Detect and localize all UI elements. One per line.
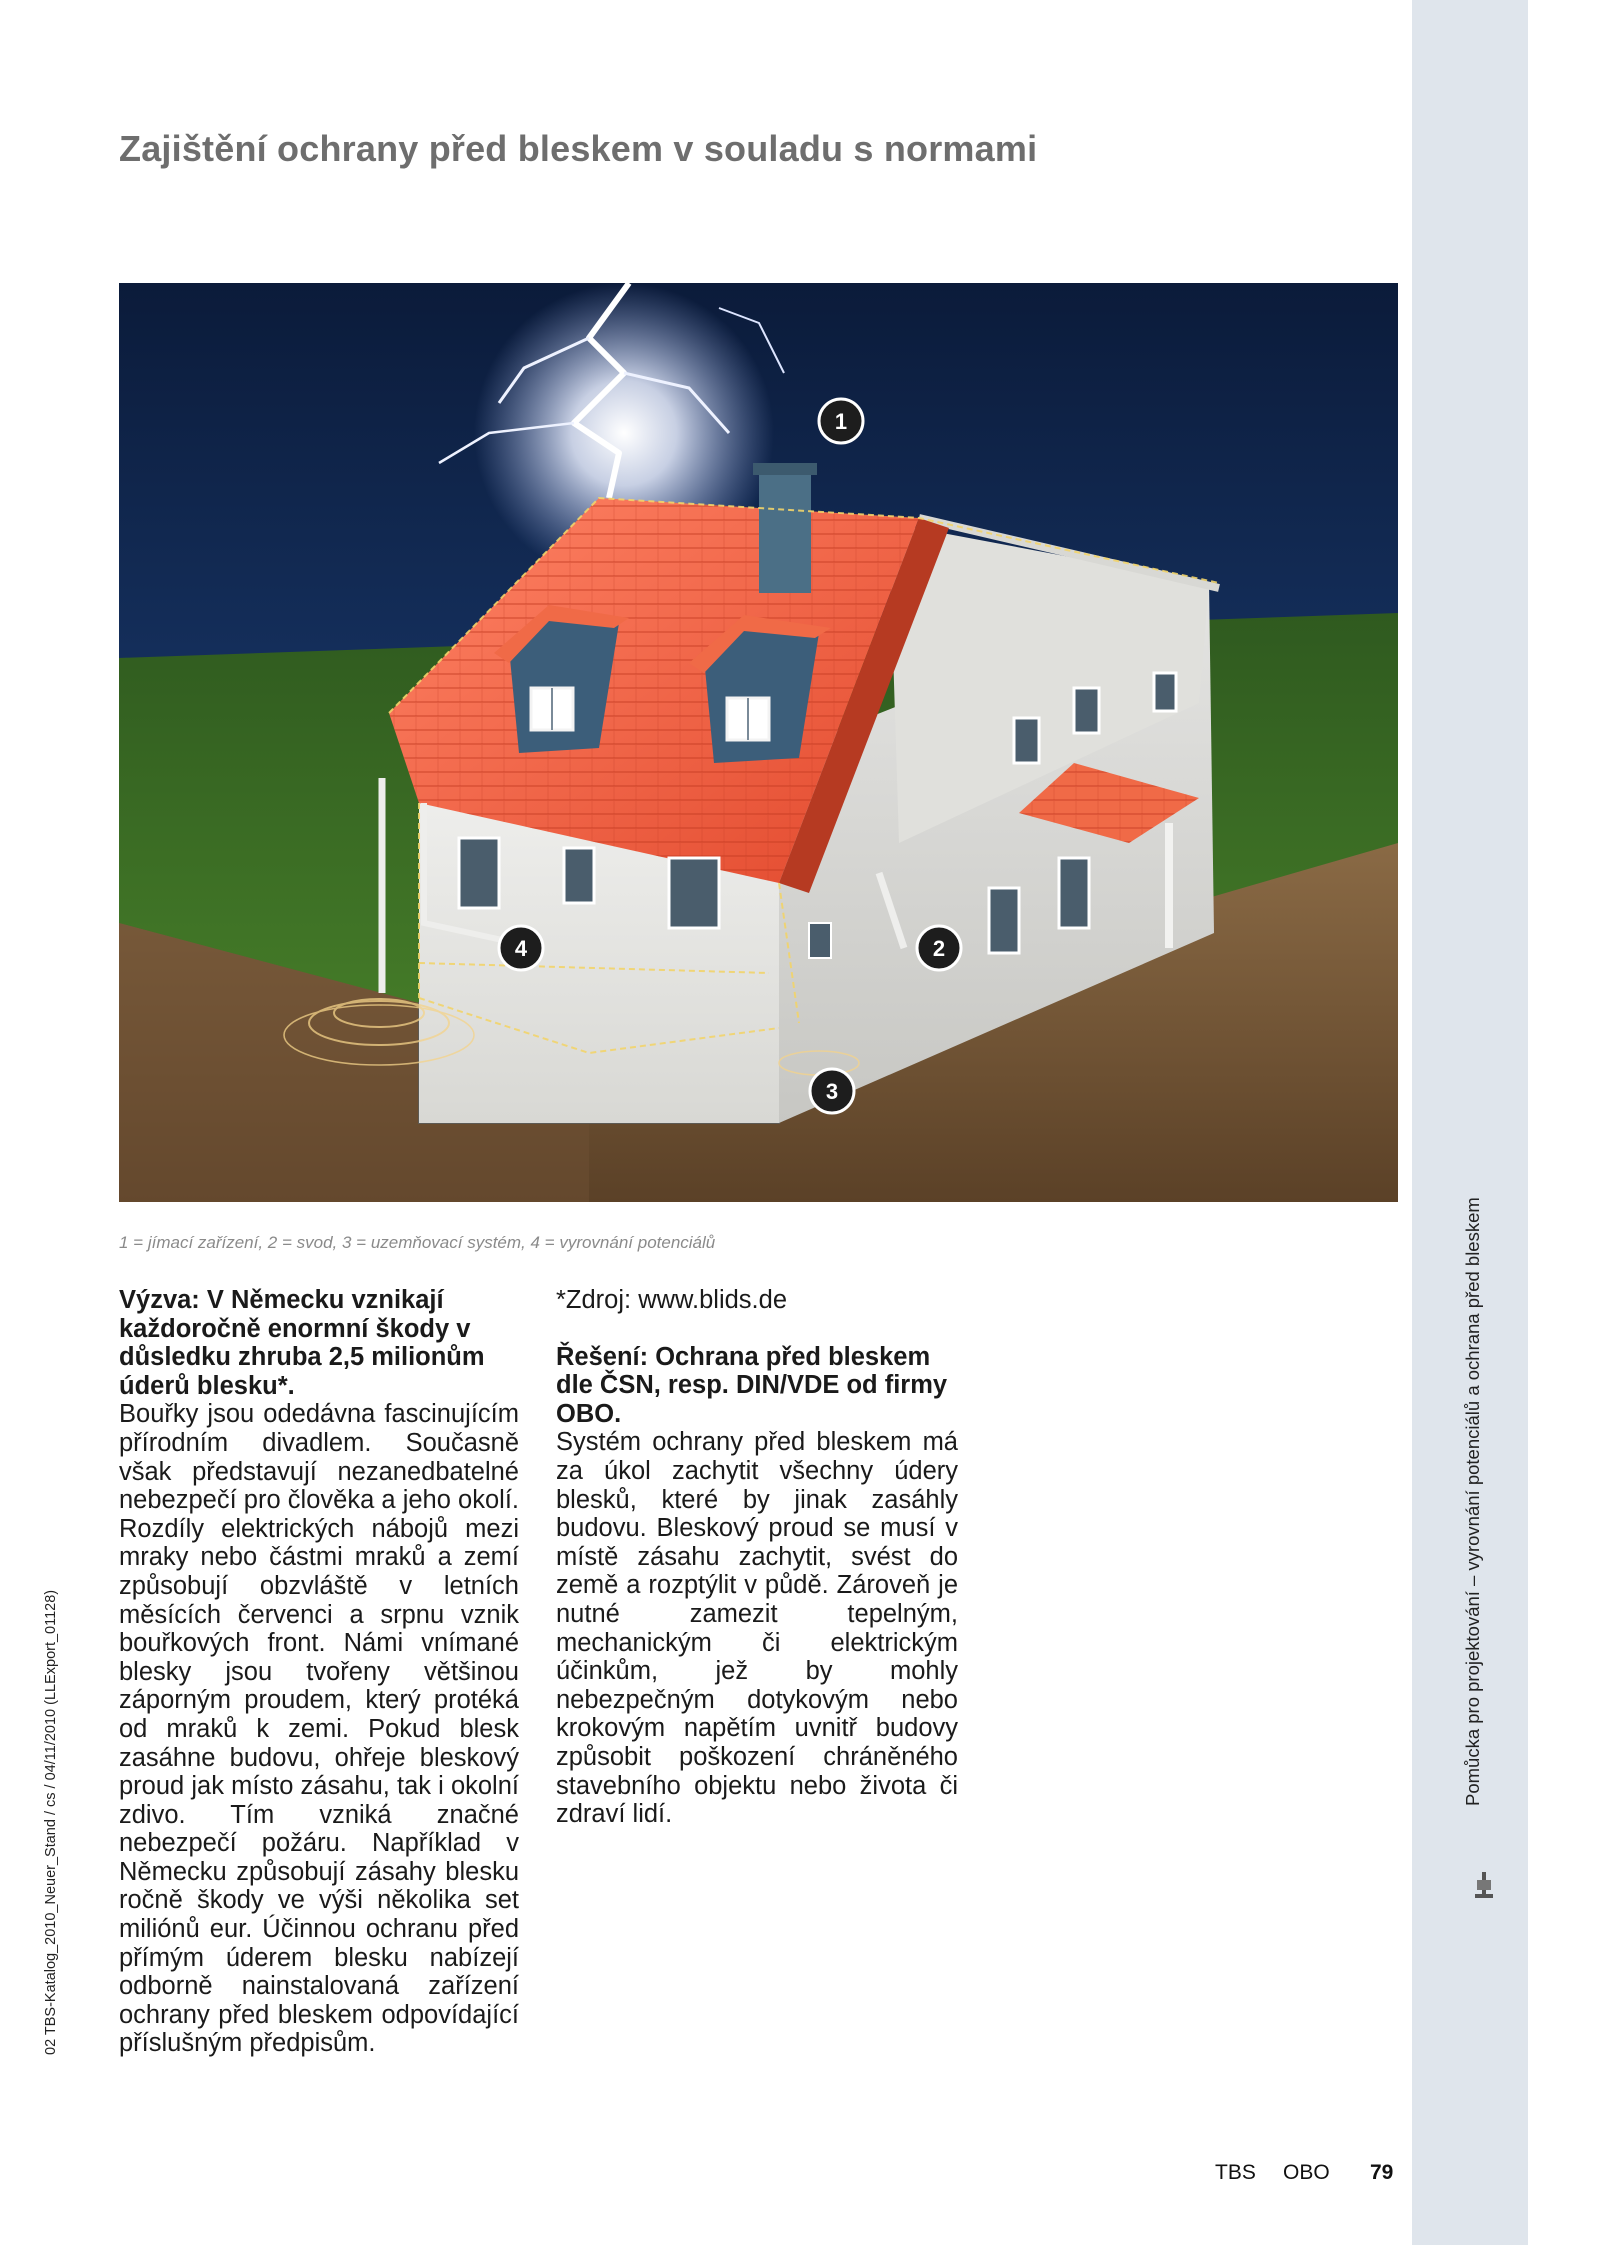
solution-heading: Řešení: Ochrana před bleskem dle ČSN, resp. DIN/VDE od firmy OBO. bbox=[556, 1342, 948, 1428]
house-lightning-illustration bbox=[119, 283, 1398, 1202]
marker-3-label: 3 bbox=[825, 1079, 839, 1104]
challenge-body: Bouřky jsou odedávna fascinujícím přírodním divadlem. Současně však představují nezanedbatelné nebezpečí pro člověka a jeho okolí. Rozdíly elektrických nábojů mezi mraky nebo částmi mraků a zemí způsobují obzvláště v letních měsících červenci a srpnu vznik bouřkových front. Námi vnímané blesky jsou tvořeny většinou záporným proudem, který protéká od mraků k zemi. Pokud blesk zasáhne budovu, ohřeje bleskový proud jak místo zásahu, tak i okolní zdivo. Tím vzniká značné nebezpečí požáru. Například v Německu způsobují zásahy blesku ročně škody ve výši několika set miliónů eur. Účinnou ochranu před přímým úderem blesku nabízejí odborně nainstalovaná zařízení ochrany před bleskem odpovídající příslušným předpisům. bbox=[119, 1400, 519, 2058]
page-title: Zajištění ochrany před bleskem v souladu s normami bbox=[119, 128, 1038, 169]
sidebar-chapter-label: Pomůcka pro projektování – vyrovnání potenciálů a ochrana před bleskem bbox=[1462, 1197, 1483, 1806]
source-note: *Zdroj: www.blids.de bbox=[556, 1286, 788, 1314]
footer-brand-tbs: TBS bbox=[1215, 2161, 1256, 2184]
solution-body: Systém ochrany před bleskem má za úkol zachytit všechny údery blesků, které by jinak zasáhly budovu. Bleskový proud se musí v místě zásahu zachytit, svést do země a rozptýlit v půdě. Zároveň je nutné zamezit tepelným, mechanickým či elektrickým účinkům, jež by mohly nebezpečným dotykovým nebo krokovým napětím uvnitř budovy způsobit poškození chráněného stavebního objektu nebo života či zdraví lidí. bbox=[556, 1428, 958, 1829]
marker-4-label: 4 bbox=[514, 936, 528, 961]
footer-brand-obo: OBO bbox=[1283, 2161, 1330, 2184]
chapter-sidebar bbox=[1412, 0, 1528, 2245]
print-meta: 02 TBS-Katalog_2010_Neuer_Stand / cs / 04/11/2010 (LLExport_01128) bbox=[43, 1589, 59, 2055]
left-column bbox=[119, 1286, 519, 2058]
page-number: 79 bbox=[1370, 2161, 1394, 2184]
challenge-heading: Výzva: V Německu vznikají každoročně enormní škody v důsledku zhruba 2,5 milionům úderů blesku*. bbox=[119, 1286, 485, 1400]
marker-2-label: 2 bbox=[932, 936, 946, 961]
right-column bbox=[556, 1286, 958, 1829]
marker-1-label: 1 bbox=[834, 409, 848, 434]
figure-caption: 1 = jímací zařízení, 2 = svod, 3 = uzemňovací systém, 4 = vyrovnání potenciálů bbox=[119, 1233, 716, 1252]
lightning-rod-icon bbox=[1473, 1870, 1495, 1900]
